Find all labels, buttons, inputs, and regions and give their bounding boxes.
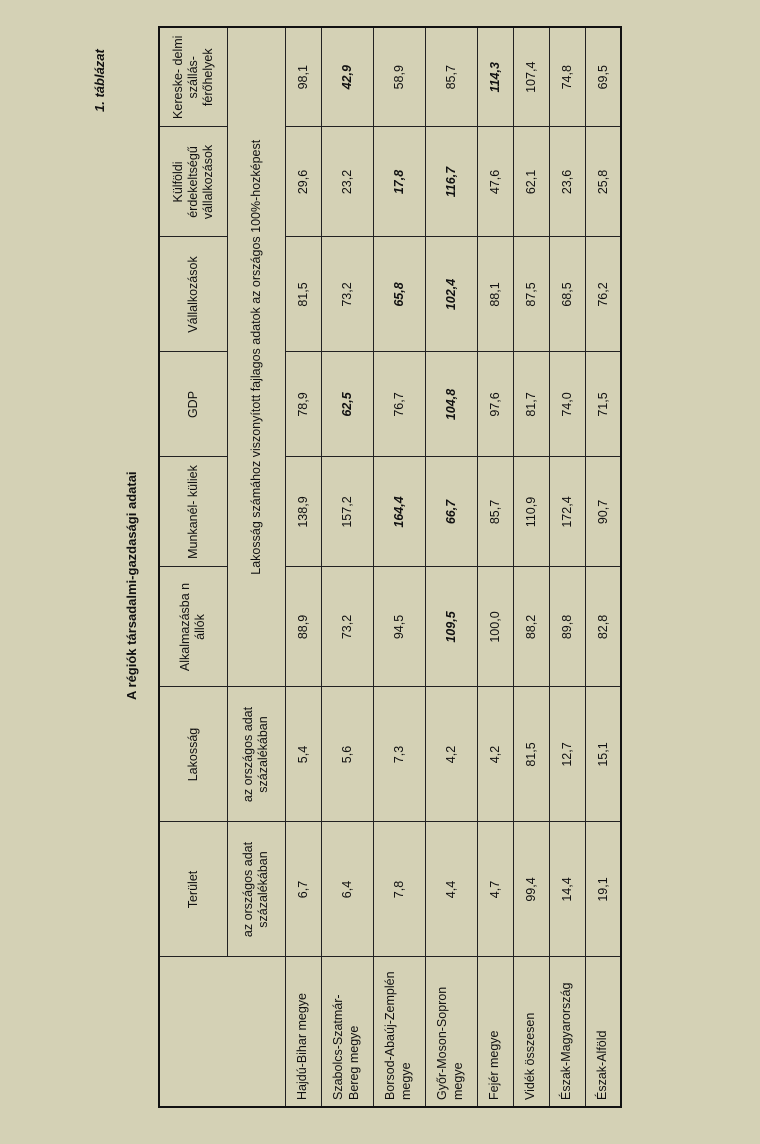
cell: 116,7 xyxy=(425,127,477,237)
row-label: Szabolcs-Szatmár-Bereg megye xyxy=(321,957,373,1107)
cell: 138,9 xyxy=(285,457,321,567)
table-row xyxy=(373,27,425,1107)
cell: 90,7 xyxy=(585,457,621,567)
cell: 89,8 xyxy=(549,567,585,687)
cell: 47,6 xyxy=(477,127,513,237)
cell: 88,2 xyxy=(513,567,549,687)
cell: 110,9 xyxy=(513,457,549,567)
cell: 73,2 xyxy=(321,567,373,687)
cell: 98,1 xyxy=(285,27,321,127)
cell: 74,0 xyxy=(549,352,585,457)
cell: 25,8 xyxy=(585,127,621,237)
cell: 4,2 xyxy=(477,687,513,822)
cell: 81,7 xyxy=(513,352,549,457)
cell: 17,8 xyxy=(373,127,425,237)
row-label: Vidék összesen xyxy=(513,957,549,1107)
data-table xyxy=(158,28,610,1108)
cell: 164,4 xyxy=(373,457,425,567)
cell: 71,5 xyxy=(585,352,621,457)
row-label: Borsod-Abaúj-Zemplén megye xyxy=(373,957,425,1107)
cell: 19,1 xyxy=(585,822,621,957)
cell: 74,8 xyxy=(549,27,585,127)
cell: 81,5 xyxy=(285,237,321,352)
cell: 114,3 xyxy=(477,27,513,127)
cell: 85,7 xyxy=(425,27,477,127)
table-row xyxy=(549,27,585,1107)
cell: 5,4 xyxy=(285,687,321,822)
cell: 4,4 xyxy=(425,822,477,957)
cell: 81,5 xyxy=(513,687,549,822)
header-kereskedelmi: Kereske- delmi szállás- férőhelyek xyxy=(159,27,227,127)
cell: 94,5 xyxy=(373,567,425,687)
table-row xyxy=(425,27,477,1107)
cell: 97,6 xyxy=(477,352,513,457)
corner-cell xyxy=(159,957,285,1107)
cell: 172,4 xyxy=(549,457,585,567)
cell: 7,3 xyxy=(373,687,425,822)
cell: 5,6 xyxy=(321,687,373,822)
row-label: Fejér megye xyxy=(477,957,513,1107)
cell: 65,8 xyxy=(373,237,425,352)
cell: 12,7 xyxy=(549,687,585,822)
table-row xyxy=(285,27,321,1107)
cell: 157,2 xyxy=(321,457,373,567)
table-row xyxy=(585,27,621,1107)
cell: 78,9 xyxy=(285,352,321,457)
cell: 107,4 xyxy=(513,27,549,127)
cell: 73,2 xyxy=(321,237,373,352)
cell: 4,7 xyxy=(477,822,513,957)
header-row xyxy=(159,27,227,1107)
cell: 14,4 xyxy=(549,822,585,957)
row-label: Győr-Moson-Sopron megye xyxy=(425,957,477,1107)
row-label: Észak-Magyarország xyxy=(549,957,585,1107)
cell: 42,9 xyxy=(321,27,373,127)
cell: 6,7 xyxy=(285,822,321,957)
cell: 29,6 xyxy=(285,127,321,237)
header-kulfoldi: Külföldi érdekeltségű vállalkozások xyxy=(159,127,227,237)
subheader-terulet: az országos adat százalékában xyxy=(227,822,285,957)
cell: 69,5 xyxy=(585,27,621,127)
cell: 68,5 xyxy=(549,237,585,352)
subheader-lakossag: az országos adat százalékában xyxy=(227,687,285,822)
row-label: Észak-Alföld xyxy=(585,957,621,1107)
row-label: Hajdú-Bihar megye xyxy=(285,957,321,1107)
cell: 88,1 xyxy=(477,237,513,352)
cell: 62,1 xyxy=(513,127,549,237)
header-alkalmazasban: Alkalmazásba n állók xyxy=(159,567,227,687)
cell: 88,9 xyxy=(285,567,321,687)
cell: 76,7 xyxy=(373,352,425,457)
cell: 23,6 xyxy=(549,127,585,237)
cell: 104,8 xyxy=(425,352,477,457)
header-munkanelkuliek: Munkanél- küliek xyxy=(159,457,227,567)
cell: 102,4 xyxy=(425,237,477,352)
header-terulet: Terület xyxy=(159,822,227,957)
cell: 76,2 xyxy=(585,237,621,352)
table-number: 1. táblázat xyxy=(92,49,107,112)
cell: 15,1 xyxy=(585,687,621,822)
table-row xyxy=(477,27,513,1107)
cell: 66,7 xyxy=(425,457,477,567)
subheader-span: Lakosság számához viszonyított fajlagos adatok az országos 100%-hozképest xyxy=(227,27,285,687)
cell: 6,4 xyxy=(321,822,373,957)
table-title: A régiók társadalmi-gazdasági adatai xyxy=(124,471,139,700)
cell: 87,5 xyxy=(513,237,549,352)
header-gdp: GDP xyxy=(159,352,227,457)
header-vallalkozasok: Vállalkozások xyxy=(159,237,227,352)
cell: 82,8 xyxy=(585,567,621,687)
header-lakossag: Lakosság xyxy=(159,687,227,822)
cell: 4,2 xyxy=(425,687,477,822)
cell: 85,7 xyxy=(477,457,513,567)
cell: 100,0 xyxy=(477,567,513,687)
table-row xyxy=(321,27,373,1107)
table-row xyxy=(513,27,549,1107)
cell: 99,4 xyxy=(513,822,549,957)
cell: 62,5 xyxy=(321,352,373,457)
subheader-row xyxy=(227,27,285,1107)
cell: 7,8 xyxy=(373,822,425,957)
cell: 109,5 xyxy=(425,567,477,687)
cell: 23,2 xyxy=(321,127,373,237)
cell: 58,9 xyxy=(373,27,425,127)
